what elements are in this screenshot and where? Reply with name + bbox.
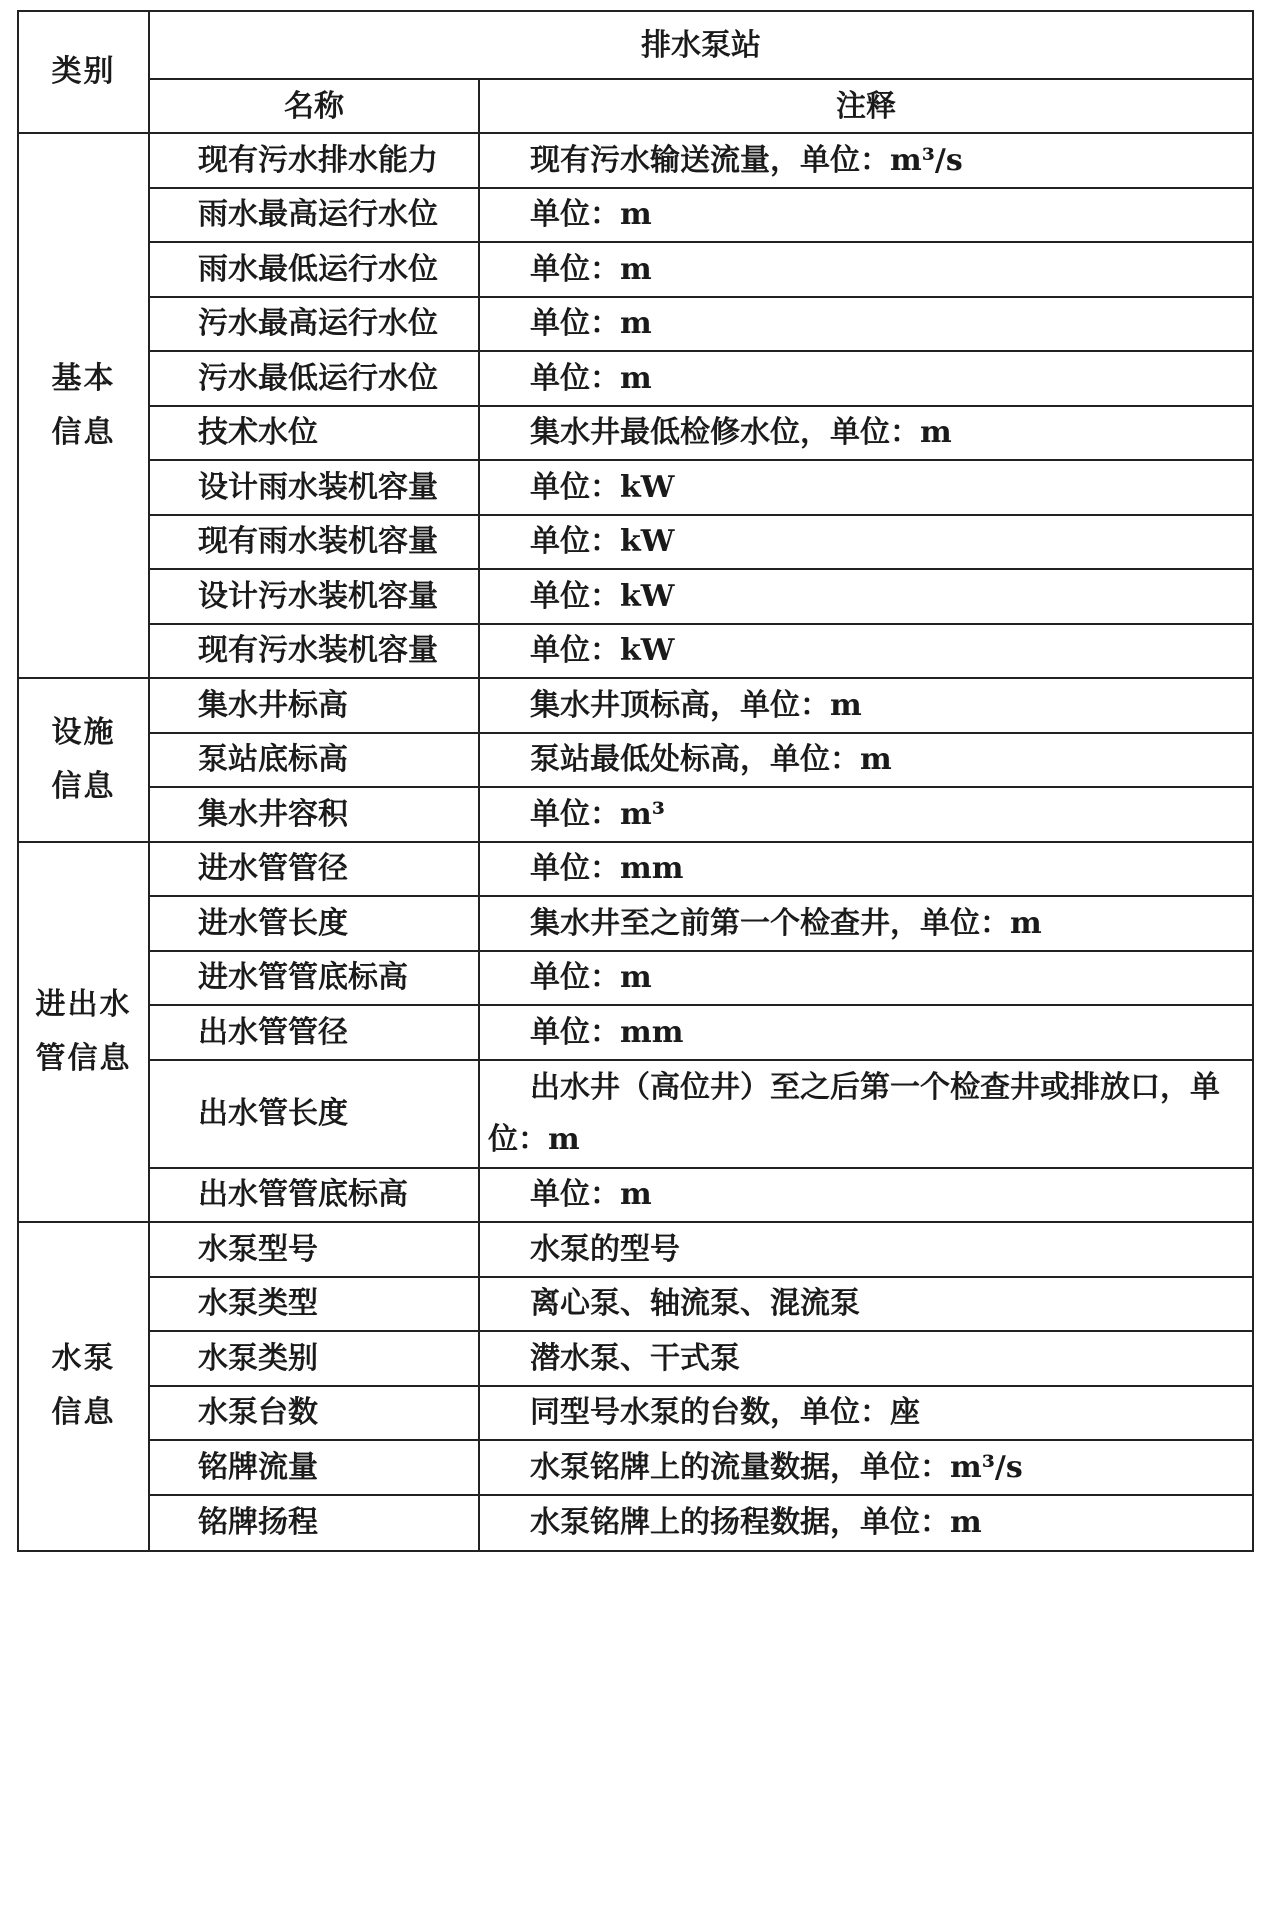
table-row: [18, 1440, 1253, 1495]
field-note-cell: 集水井顶标高，单位：m: [479, 678, 1253, 733]
field-note-cell: 单位：m: [479, 188, 1253, 243]
field-name-cell: 现有污水排水能力: [149, 133, 479, 188]
field-name-cell: 雨水最高运行水位: [149, 188, 479, 243]
field-name-cell: 出水管管径: [149, 1005, 479, 1060]
field-note-cell: 单位：m: [479, 1168, 1253, 1223]
field-name-cell: 水泵类型: [149, 1277, 479, 1332]
field-name-cell: 设计污水装机容量: [149, 569, 479, 624]
field-name-cell: 泵站底标高: [149, 733, 479, 788]
category-cell: [18, 1222, 149, 1551]
field-note-cell: 单位：kW: [479, 624, 1253, 679]
table-row: [18, 678, 1253, 733]
field-note-cell: 单位：mm: [479, 842, 1253, 897]
field-name-cell: 现有污水装机容量: [149, 624, 479, 679]
table-row: [18, 569, 1253, 624]
table-row: [18, 460, 1253, 515]
field-note-cell: 单位：m: [479, 951, 1253, 1006]
table-row: [18, 1386, 1253, 1441]
field-note-cell: 集水井至之前第一个检查井，单位：m: [479, 896, 1253, 951]
table-row: [18, 733, 1253, 788]
field-name-cell: 设计雨水装机容量: [149, 460, 479, 515]
category-cell: [18, 678, 149, 842]
field-name-cell: 污水最高运行水位: [149, 297, 479, 352]
table-row: [18, 842, 1253, 897]
category-cell: [18, 133, 149, 678]
field-name-cell: 进水管管底标高: [149, 951, 479, 1006]
field-note-cell: 单位：m: [479, 351, 1253, 406]
table-row: [18, 624, 1253, 679]
table-row: [18, 133, 1253, 188]
header-row-columns: [18, 79, 1253, 133]
field-note-cell: 单位：m: [479, 242, 1253, 297]
category-label: 基本 信息: [51, 360, 116, 450]
field-name-cell: 铭牌流量: [149, 1440, 479, 1495]
field-note-cell: 单位：mm: [479, 1005, 1253, 1060]
field-name-cell: 集水井容积: [149, 787, 479, 842]
category-column-header: 类别: [18, 11, 149, 133]
category-cell: [18, 842, 149, 1223]
note-column-header: 注释: [479, 79, 1253, 133]
field-name-cell: 出水管长度: [149, 1060, 479, 1168]
field-note-cell: 水泵的型号: [479, 1222, 1253, 1277]
field-name-cell: 水泵台数: [149, 1386, 479, 1441]
field-name-cell: 进水管管径: [149, 842, 479, 897]
table-row: [18, 1168, 1253, 1223]
table-row: [18, 1331, 1253, 1386]
field-note-cell: 单位：kW: [479, 569, 1253, 624]
field-note-cell: 泵站最低处标高，单位：m: [479, 733, 1253, 788]
pump-station-info-table: [17, 10, 1254, 1552]
table-row: [18, 1222, 1253, 1277]
field-name-cell: 技术水位: [149, 406, 479, 461]
field-note-cell: 单位：kW: [479, 460, 1253, 515]
table-row: [18, 188, 1253, 243]
field-note-cell: 现有污水输送流量，单位：m³/s: [479, 133, 1253, 188]
table-row: [18, 242, 1253, 297]
field-note-cell: 水泵铭牌上的扬程数据，单位：m: [479, 1495, 1253, 1551]
field-name-cell: 进水管长度: [149, 896, 479, 951]
field-note-cell: 离心泵、轴流泵、混流泵: [479, 1277, 1253, 1332]
field-note-cell: 单位：m: [479, 297, 1253, 352]
field-note-cell: 同型号水泵的台数，单位：座: [479, 1386, 1253, 1441]
table-row: [18, 1005, 1253, 1060]
table-row: [18, 896, 1253, 951]
field-name-cell: 现有雨水装机容量: [149, 515, 479, 570]
field-name-cell: 污水最低运行水位: [149, 351, 479, 406]
table-row: [18, 297, 1253, 352]
header-row-top: [18, 11, 1253, 79]
field-name-cell: 水泵型号: [149, 1222, 479, 1277]
field-note-cell: 潜水泵、干式泵: [479, 1331, 1253, 1386]
field-note-cell: 集水井最低检修水位，单位：m: [479, 406, 1253, 461]
field-name-cell: 铭牌扬程: [149, 1495, 479, 1551]
field-name-cell: 水泵类别: [149, 1331, 479, 1386]
table-row: [18, 1495, 1253, 1551]
field-note-cell: 出水井（高位井）至之后第一个检查井或排放口，单位：m: [479, 1060, 1253, 1168]
table-row: [18, 351, 1253, 406]
field-name-cell: 雨水最低运行水位: [149, 242, 479, 297]
table-row: [18, 1277, 1253, 1332]
category-label: 设施 信息: [51, 714, 116, 804]
table-row: [18, 787, 1253, 842]
table-row: [18, 1060, 1253, 1168]
name-column-header: 名称: [149, 79, 479, 133]
group-title-header: 排水泵站: [149, 11, 1253, 79]
table-row: [18, 406, 1253, 461]
field-note-cell: 单位：kW: [479, 515, 1253, 570]
table-row: [18, 515, 1253, 570]
field-name-cell: 集水井标高: [149, 678, 479, 733]
field-note-cell: 单位：m³: [479, 787, 1253, 842]
table-row: [18, 951, 1253, 1006]
field-note-cell: 水泵铭牌上的流量数据，单位：m³/s: [479, 1440, 1253, 1495]
category-label: 进出水 管信息: [35, 986, 132, 1076]
category-label: 水泵 信息: [51, 1341, 116, 1431]
field-name-cell: 出水管管底标高: [149, 1168, 479, 1223]
